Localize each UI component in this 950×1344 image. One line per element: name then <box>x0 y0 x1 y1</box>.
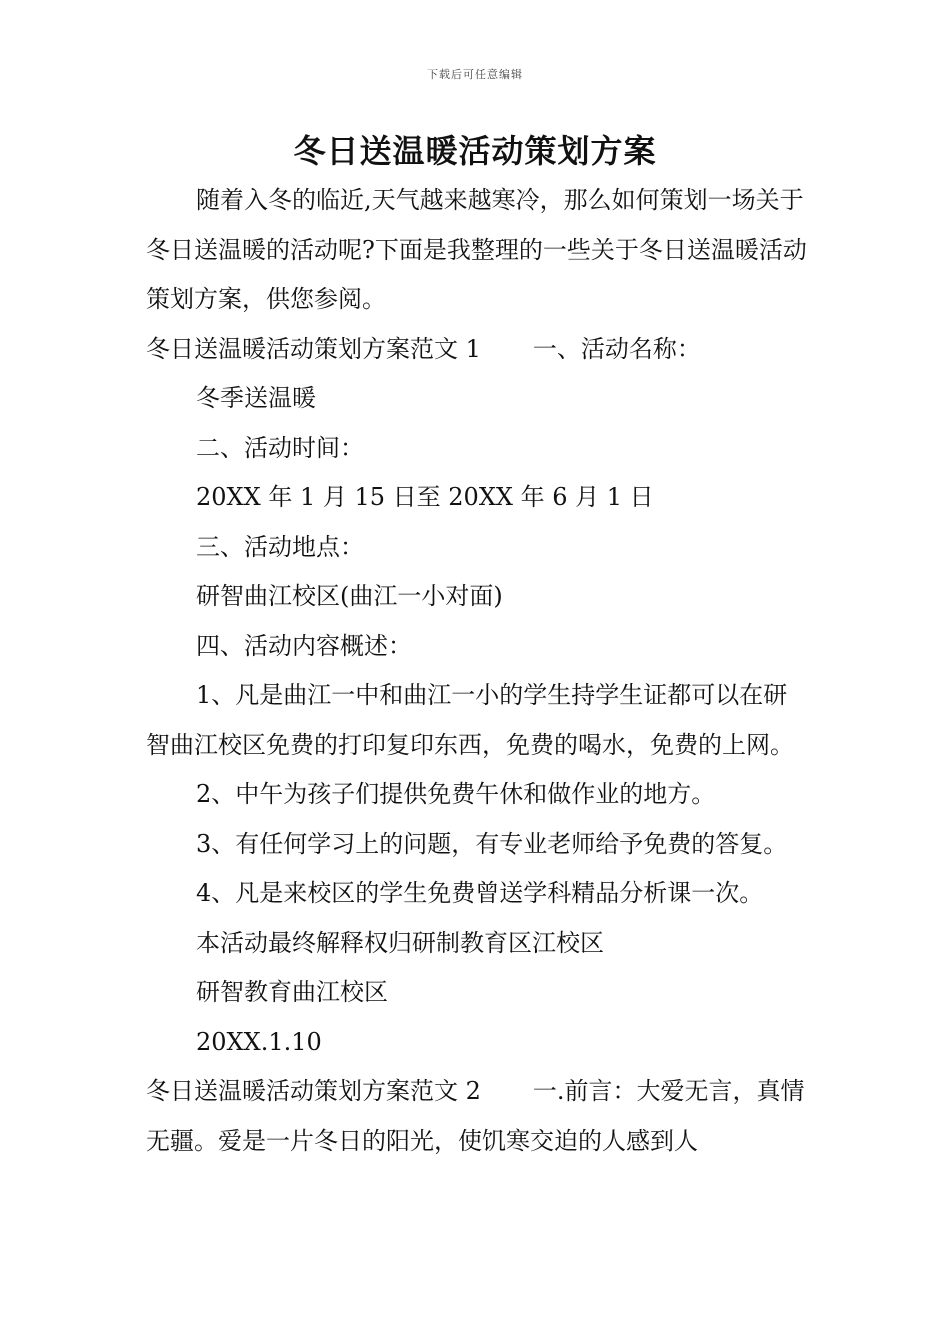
sample1-heading: 冬日送温暖活动策划方案范文 1 <box>146 334 481 363</box>
organization-signature: 研智教育曲江校区 <box>196 978 388 1006</box>
intro-paragraph: 随着入冬的临近,天气越来越寒冷，那么如何策划一场关于冬日送温暖的活动呢?下面是我整理的一些关于冬日送温暖活动策划方案，供您参阅。 <box>146 186 807 313</box>
sample2-heading: 冬日送温暖活动策划方案范文 2 <box>146 1077 481 1105</box>
section3-body: 研智曲江校区(曲江一小对面) <box>196 582 503 610</box>
section3-heading: 三、活动地点： <box>196 532 364 561</box>
section2-body: 20XX 年 1 月 15 日至 20XX 年 6 月 1 日 <box>196 483 654 511</box>
sample2-preface: 一.前言：大爱无言，真情无疆。爱是一片冬日的阳光，使饥寒交迫的人感到人 <box>146 1077 805 1155</box>
header-note: 下载后可任意编辑 <box>427 68 523 81</box>
list-item-4: 4、凡是来校区的学生免费曾送学科精品分析课一次。 <box>196 879 764 907</box>
section1-body: 冬季送温暖 <box>196 384 316 412</box>
section4-heading: 四、活动内容概述： <box>196 631 412 660</box>
list-item-3: 3、有任何学习上的问题，有专业老师给予免费的答复。 <box>196 829 788 858</box>
section1-heading: 一、活动名称： <box>532 334 701 363</box>
list-item-1: 1、凡是曲江一中和曲江一小的学生持学生证都可以在研智曲江校区免费的打印复印东西，免费的喝水，免费的上网。 <box>146 681 794 759</box>
rights-statement: 本活动最终解释权归研制教育区江校区 <box>196 928 604 957</box>
sample2-paragraph <box>146 1067 810 1166</box>
document-title: 冬日送温暖活动策划方案 <box>293 132 657 170</box>
signature-date: 20XX.1.10 <box>196 1027 322 1056</box>
sample1-heading-line <box>146 325 810 375</box>
list-item-2: 2、中午为孩子们提供免费午休和做作业的地方。 <box>196 780 716 808</box>
document-body <box>146 176 810 1166</box>
section2-heading: 二、活动时间： <box>196 433 364 462</box>
